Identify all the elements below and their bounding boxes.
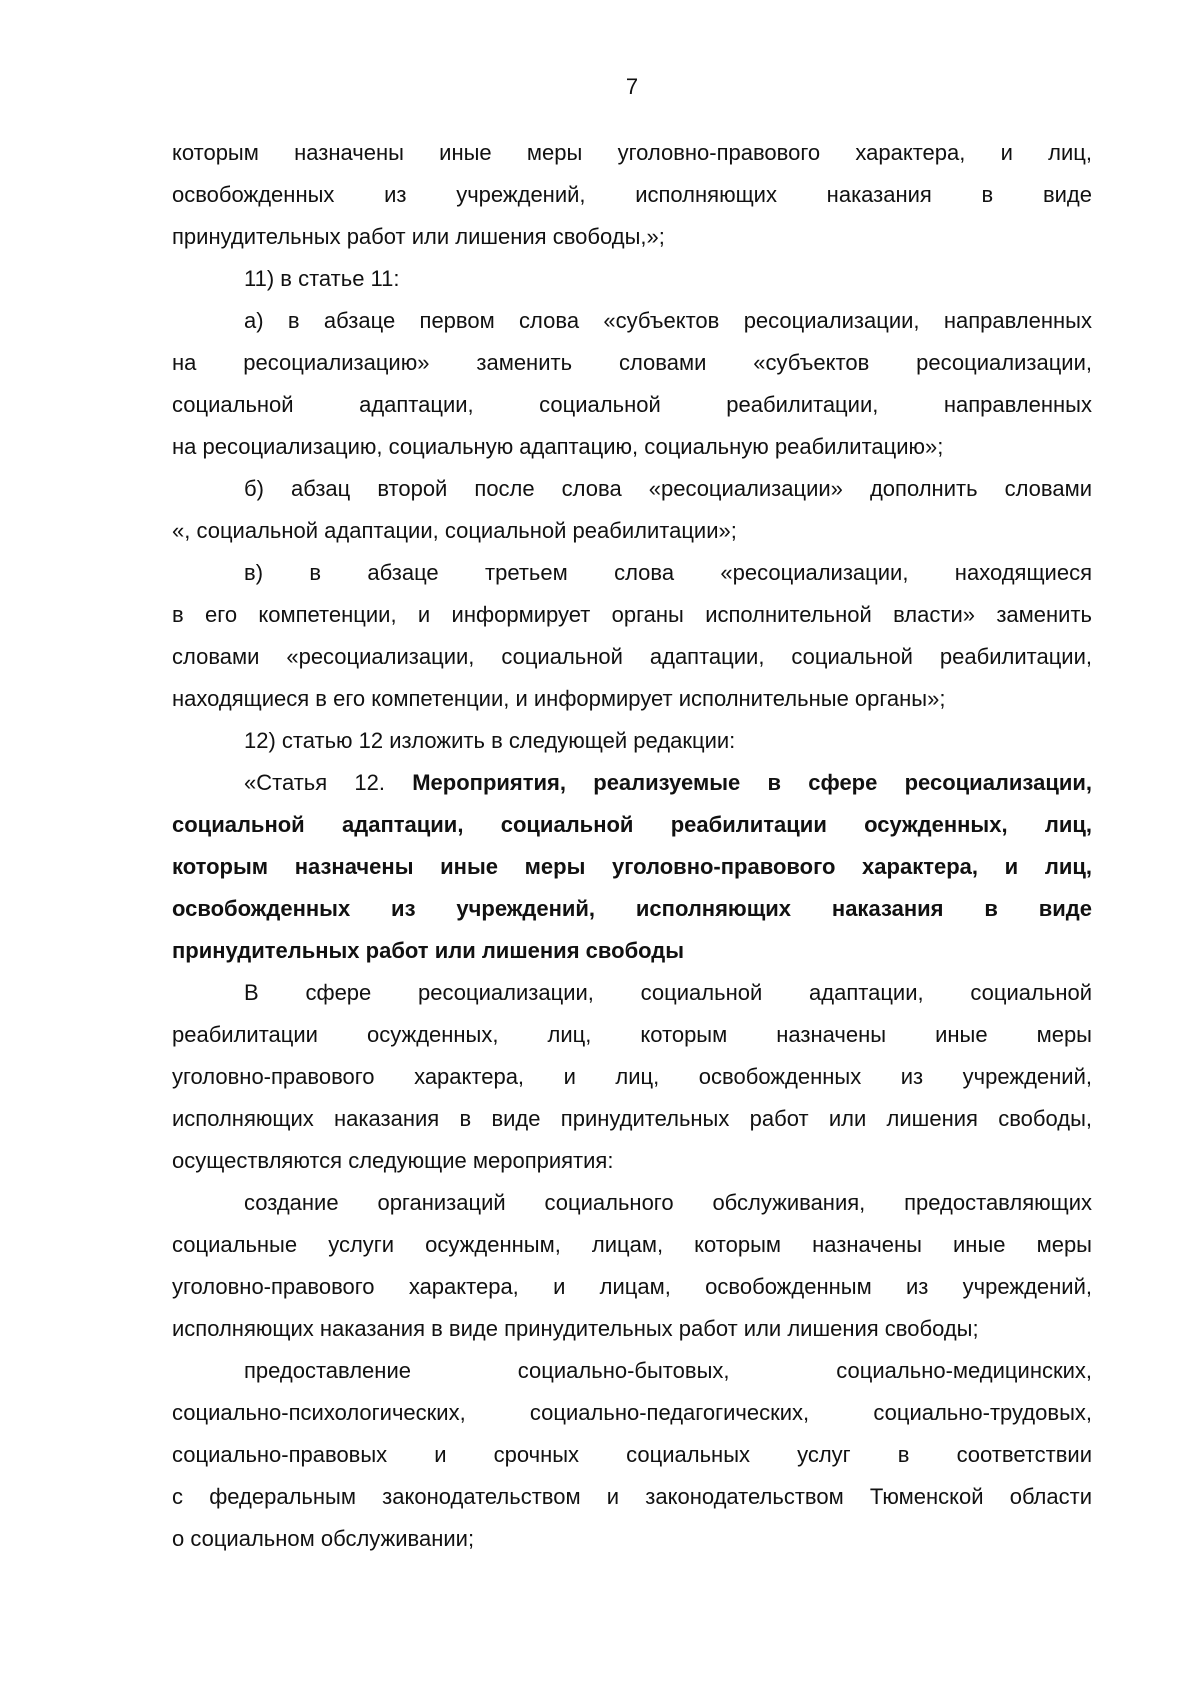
paragraph-item-11: 11) в статье 11:	[244, 266, 400, 291]
text-line: уголовно-правового характера, и лиц, освобожденных из учреждений,	[172, 1064, 1092, 1089]
article-12-intro	[172, 972, 1092, 1182]
text-line: а) в абзаце первом слова «субъектов ресоциализации, направленных	[244, 308, 1092, 333]
article-12-heading	[172, 762, 1092, 972]
article-prefix: «Статья 12.	[244, 770, 413, 795]
article-title-line: освобожденных из учреждений, исполняющих наказания в виде	[172, 896, 1092, 921]
text-line: исполняющих наказания в виде принудительных работ или лишения свободы,	[172, 1106, 1092, 1131]
text-line: которым назначены иные меры уголовно-правового характера, и лиц,	[172, 140, 1092, 165]
text-line: предоставление социально-бытовых, социально-медицинских,	[244, 1358, 1092, 1383]
document-body	[172, 132, 1092, 1560]
article-title-line: которым назначены иные меры уголовно-правового характера, и лиц,	[172, 854, 1092, 879]
page-number: 7	[625, 74, 639, 99]
text-line: принудительных работ или лишения свободы,»;	[172, 224, 665, 249]
text-line: в его компетенции, и информирует органы исполнительной власти» заменить	[172, 602, 1092, 627]
text-line: «, социальной адаптации, социальной реабилитации»;	[172, 518, 737, 543]
paragraph-item-11b	[172, 468, 1092, 552]
text-line: социальной адаптации, социальной реабилитации, направленных	[172, 392, 1092, 417]
text-line: исполняющих наказания в виде принудительных работ или лишения свободы;	[172, 1316, 979, 1341]
paragraph-continuation	[172, 132, 1092, 258]
text-line: реабилитации осужденных, лиц, которым назначены иные меры	[172, 1022, 1092, 1047]
measure-item-1	[172, 1182, 1092, 1350]
text-line: о социальном обслуживании;	[172, 1526, 475, 1551]
measure-item-2	[172, 1350, 1092, 1560]
paragraph-item-12: 12) статью 12 изложить в следующей редакции:	[244, 728, 736, 753]
text-line: находящиеся в его компетенции, и информирует исполнительные органы»;	[172, 686, 946, 711]
text-line: в) в абзаце третьем слова «ресоциализации, находящиеся	[244, 560, 1092, 585]
text-line: на ресоциализацию» заменить словами «субъектов ресоциализации,	[172, 350, 1092, 375]
article-title-line: принудительных работ или лишения свободы	[172, 938, 685, 963]
text-line: осуществляются следующие мероприятия:	[172, 1148, 614, 1173]
text-line: социально-правовых и срочных социальных услуг в соответствии	[172, 1442, 1092, 1467]
text-line: социальные услуги осужденным, лицам, которым назначены иные меры	[172, 1232, 1092, 1257]
text-line: социально-психологических, социально-педагогических, социально-трудовых,	[172, 1400, 1092, 1425]
text-line: В сфере ресоциализации, социальной адаптации, социальной	[244, 980, 1092, 1005]
text-line	[172, 762, 1092, 804]
text-line: уголовно-правового характера, и лицам, освобожденным из учреждений,	[172, 1274, 1092, 1299]
paragraph-item-11v	[172, 552, 1092, 720]
text-line: с федеральным законодательством и законодательством Тюменской области	[172, 1484, 1092, 1509]
text-line: на ресоциализацию, социальную адаптацию, социальную реабилитацию»;	[172, 434, 944, 459]
text-line: словами «ресоциализации, социальной адаптации, социальной реабилитации,	[172, 644, 1092, 669]
text-line: б) абзац второй после слова «ресоциализации» дополнить словами	[244, 476, 1092, 501]
article-title-part: Мероприятия, реализуемые в сфере ресоциализации,	[412, 770, 1093, 795]
text-line: создание организаций социального обслуживания, предоставляющих	[244, 1190, 1092, 1215]
text-line: освобожденных из учреждений, исполняющих наказания в виде	[172, 182, 1092, 207]
article-title-line: социальной адаптации, социальной реабилитации осужденных, лиц,	[172, 812, 1092, 837]
paragraph-item-11a	[172, 300, 1092, 468]
